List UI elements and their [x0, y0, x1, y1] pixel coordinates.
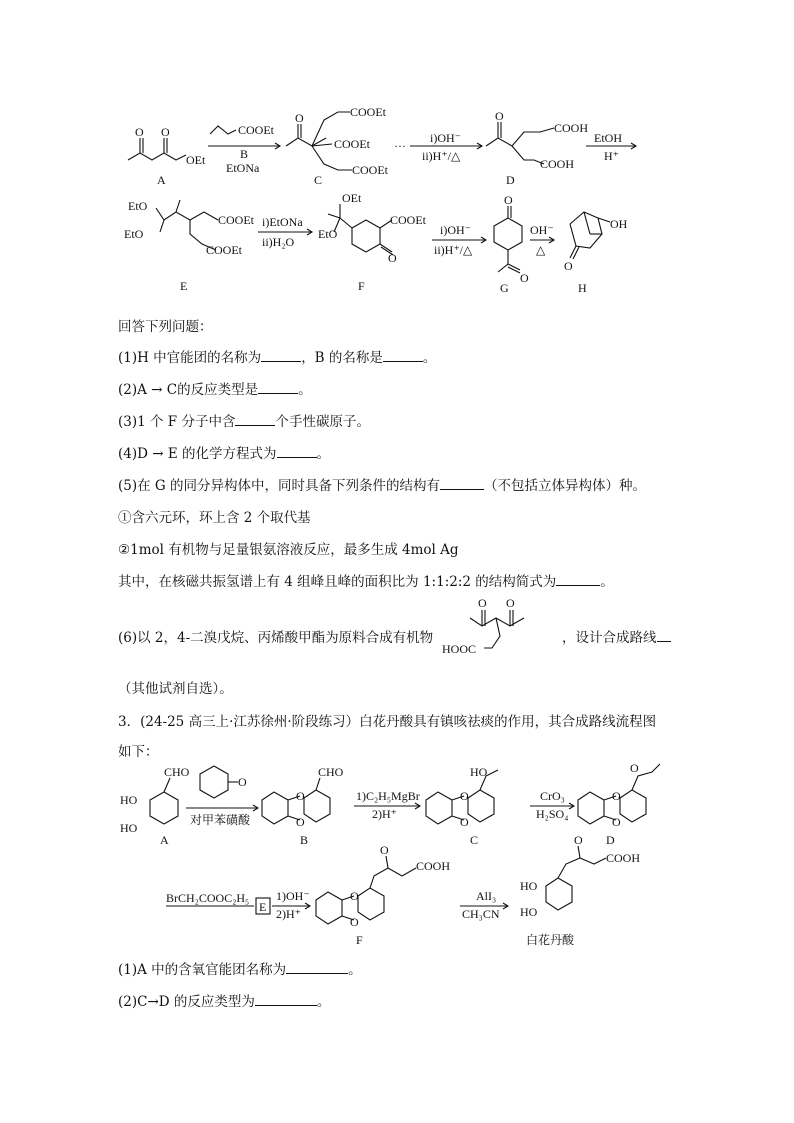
c-cooet-3: COOEt — [352, 163, 388, 177]
problem3-question-2: (2)C→D 的反应类型为 。 — [118, 994, 331, 1010]
arrow-b5-top: 1)OH⁻ — [276, 889, 310, 903]
target-o-1: O — [478, 596, 487, 610]
problem3-question-1: (1)A 中的含氧官能团名称为 。 — [118, 962, 362, 978]
g-o-2: O — [520, 271, 529, 285]
g-o-1: O — [504, 193, 513, 207]
reaction-scheme-2 — [0, 760, 794, 960]
question-6-route: ，设计合成路线 — [562, 626, 671, 646]
label-E: E — [180, 279, 188, 293]
e-eto-2: EtO — [124, 227, 144, 241]
c-o: O — [295, 111, 304, 125]
a-cho: CHO — [164, 765, 190, 779]
question-5: (5)在 G 的同分异构体中，同时具备下列条件的结构有 （不包括立体异构体）种。 — [118, 478, 646, 494]
arrow-b2-bot: 2)H⁺ — [372, 807, 397, 821]
arrow-b6-top: AlI₃ — [476, 889, 497, 903]
arrow-b5-bot: 2)H⁺ — [276, 907, 301, 921]
d-o-2: O — [612, 815, 621, 829]
h-o: O — [564, 259, 573, 273]
arrow6-bot: △ — [536, 243, 546, 257]
label-F3: F — [356, 933, 363, 947]
question-5-nmr: 其中，在核磁共振氢谱上有 4 组峰且峰的面积比为 1:1:2:2 的结构简式为 。 — [118, 574, 614, 590]
arrow5-top: i)OH⁻ — [440, 223, 471, 237]
final-ketone-o: O — [574, 833, 583, 847]
d-cooh-2: COOH — [540, 157, 575, 171]
label-C: C — [314, 173, 323, 187]
c-cooet-2: COOEt — [334, 137, 370, 151]
arrow-b3-bot: H₂SO₄ — [536, 807, 569, 821]
b-o-2: O — [296, 815, 305, 829]
intro: 回答下列问题： — [118, 319, 213, 335]
arrow4-top: i)EtONa — [262, 215, 303, 229]
arrow1-reagent: COOEt — [238, 123, 274, 137]
carbonyl-o: O — [135, 125, 144, 139]
target-hooc: HOOC — [442, 642, 477, 656]
arrow5-bot: ii)H⁺/△ — [434, 243, 473, 257]
arrow2-bot: ii)H⁺/△ — [422, 149, 461, 163]
question-3: (3)1 个 F 分子中含 个手性碳原子。 — [118, 414, 370, 430]
label-A3: A — [160, 833, 169, 847]
f-o-2: O — [350, 915, 359, 929]
condition-1: ①含六元环，环上含 2 个取代基 — [118, 510, 311, 526]
arrow3-top: EtOH — [594, 131, 622, 145]
question-6-note: （其他试剂自选）。 — [118, 681, 233, 697]
arrow-b2-top: 1)C₂H₅MgBr — [356, 789, 420, 803]
c-cooet-1: COOEt — [350, 105, 386, 119]
b-o-1: O — [296, 789, 305, 803]
h-oh: OH — [610, 217, 628, 231]
f-o: O — [388, 251, 397, 265]
question-4: (4)D → E 的化学方程式为 。 — [118, 446, 330, 462]
question-6: (6)以 2，4-二溴戊烷、丙烯酸甲酯为原料合成有机物 — [118, 630, 434, 646]
e-cooet-2: COOEt — [206, 243, 242, 257]
arrow2-dots: ··· — [394, 139, 406, 153]
label-G: G — [500, 281, 509, 295]
d-ketone-o: O — [630, 761, 639, 775]
f-cooh: COOH — [416, 859, 451, 873]
arrow2-top: i)OH⁻ — [430, 131, 461, 145]
final-ho-2: HO — [520, 905, 538, 919]
final-cooh: COOH — [606, 851, 641, 865]
arrow1-base: EtONa — [226, 161, 260, 175]
arrow6-top: OH⁻ — [530, 223, 554, 237]
arrow1-b: B — [240, 147, 249, 161]
e-eto-1: EtO — [128, 199, 148, 213]
e-cooet-1: COOEt — [218, 213, 254, 227]
f-oet: OEt — [342, 191, 362, 205]
arrow4-bot: ii)H₂O — [262, 235, 295, 249]
f-eto: EtO — [318, 227, 338, 241]
label-D3: D — [606, 833, 615, 847]
c-o-1: O — [460, 789, 469, 803]
label-H: H — [578, 281, 587, 295]
arrow-b4-top: BrCH₂COOC₂H₅ — [166, 891, 250, 905]
d-cooh-1: COOH — [554, 121, 589, 135]
problem3-title-2: 如下： — [118, 744, 159, 760]
label-final: 白花丹酸 — [526, 933, 575, 947]
condition-2: ②1mol 有机物与足量银氨溶液反应，最多生成 4mol Ag — [118, 542, 459, 558]
oet-label: OEt — [186, 153, 206, 167]
target-o-2: O — [506, 596, 515, 610]
c-o-2: O — [460, 815, 469, 829]
question-2: (2)A → C的反应类型是 。 — [118, 382, 312, 398]
f-o-1: O — [350, 889, 359, 903]
label-F: F — [358, 279, 365, 293]
a-ho-2: HO — [120, 821, 138, 835]
f-ketone-o: O — [380, 843, 389, 857]
question-1: (1)H 中官能团的名称为 ，B 的名称是 。 — [118, 350, 437, 366]
b-cho: CHO — [318, 765, 344, 779]
arrow3-bot: H⁺ — [604, 149, 619, 163]
f-cooet: COOEt — [390, 213, 426, 227]
problem3-title: 3．(24-25 高三上·江苏徐州·阶段练习）白花丹酸具有镇咳祛痰的作用，其合成路线流程图 — [118, 714, 657, 730]
box-E: E — [259, 900, 267, 914]
arrow-b3-top: CrO₃ — [540, 789, 565, 803]
a-ho-1: HO — [120, 793, 138, 807]
arrow-b6-bot: CH₃CN — [462, 907, 500, 921]
label-C3: C — [470, 833, 479, 847]
label-A: A — [157, 173, 166, 187]
d-o: O — [495, 109, 504, 123]
ester-o: O — [161, 125, 170, 139]
ketone-o: O — [238, 775, 247, 789]
label-B3: B — [300, 833, 309, 847]
d-o-1: O — [612, 789, 621, 803]
c-ho: HO — [470, 765, 488, 779]
arrow-b1-bot: 对甲苯磺酸 — [190, 813, 251, 827]
label-D: D — [506, 173, 515, 187]
reaction-scheme-1 — [0, 100, 794, 310]
final-ho-1: HO — [520, 879, 538, 893]
target-molecule — [440, 590, 560, 660]
